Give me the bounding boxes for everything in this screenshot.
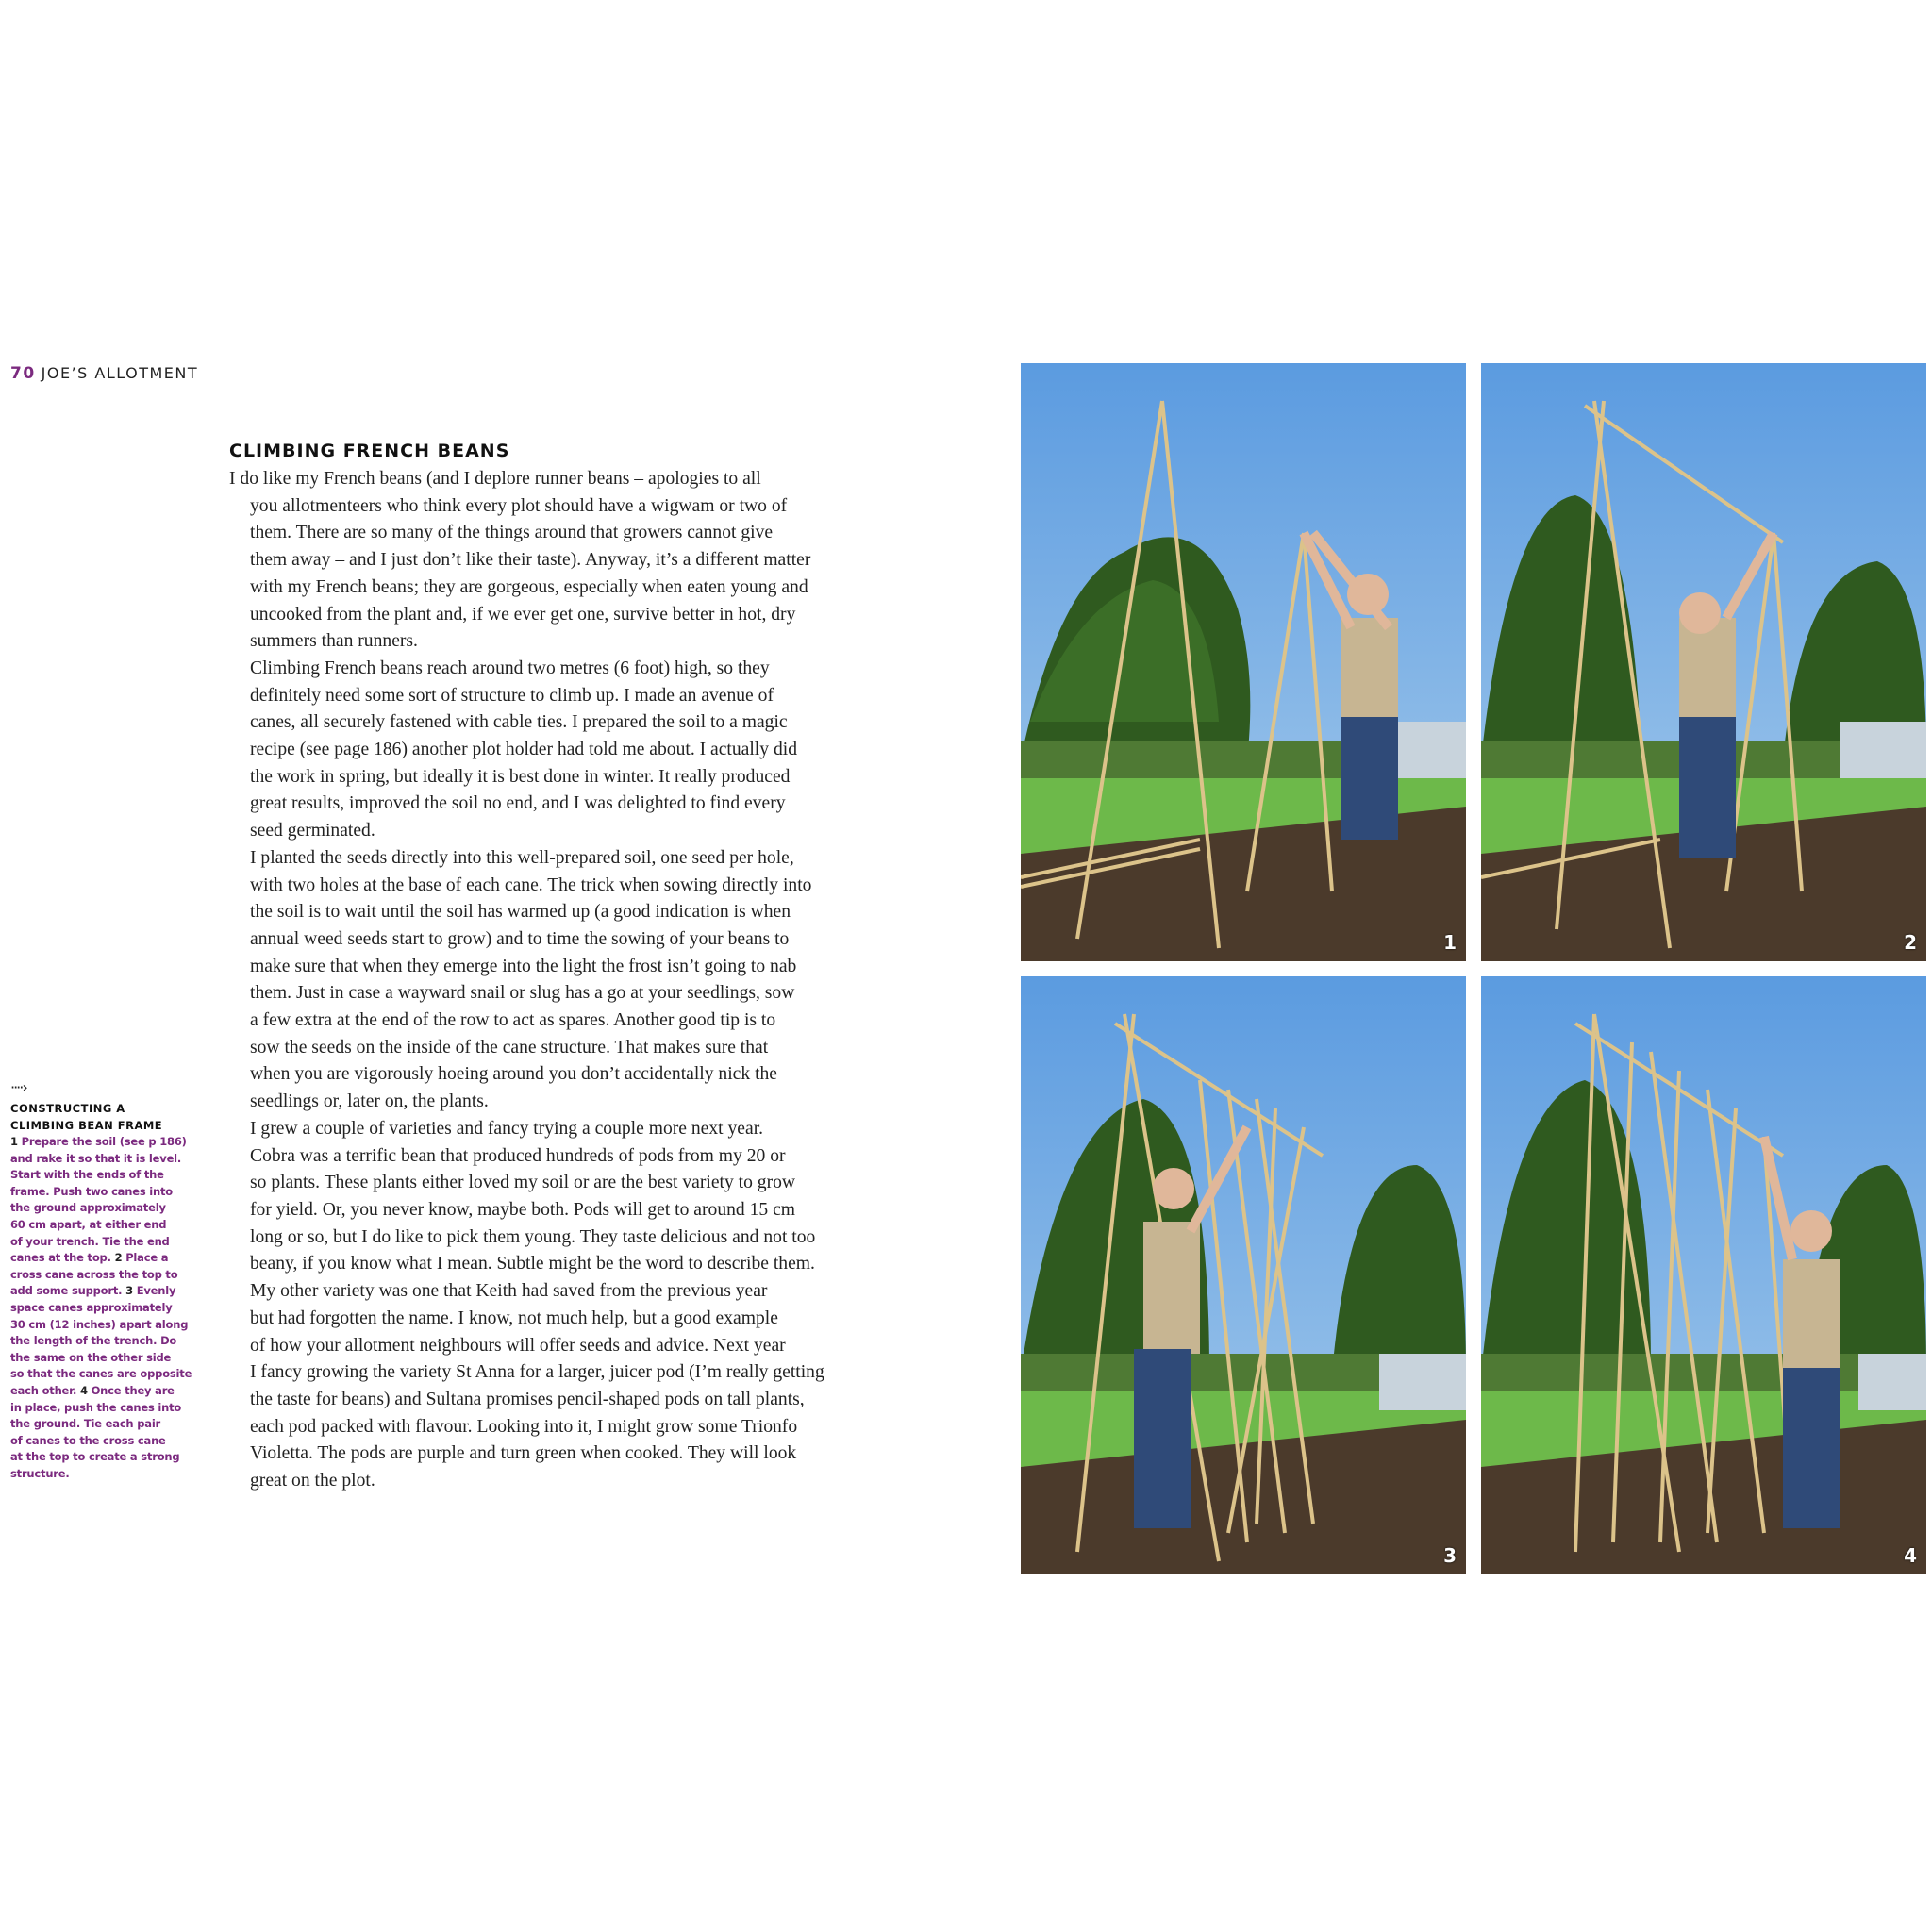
caption-line bbox=[10, 1333, 188, 1350]
article-line: them. There are so many of the things around that growers cannot give bbox=[250, 523, 774, 543]
caption-text: at the top to create a strong bbox=[10, 1450, 180, 1464]
photo-step-1 bbox=[1021, 363, 1466, 961]
article-line: so plants. These plants either loved my soil or are the best variety to grow bbox=[250, 1173, 796, 1193]
photo-step-2 bbox=[1481, 363, 1926, 961]
sidebar-heading-line: CONSTRUCTING A bbox=[10, 1102, 125, 1115]
caption-line bbox=[10, 1250, 188, 1267]
caption-text: the length of the trench. Do bbox=[10, 1334, 177, 1348]
step-number: 2 bbox=[114, 1251, 126, 1265]
article-line: them away – and I just don’t like their taste). Anyway, it’s a different matter bbox=[250, 550, 811, 571]
caption-line bbox=[10, 1400, 188, 1417]
article-line: you allotmenteers who think every plot should have a wigwam or two of bbox=[250, 495, 788, 516]
caption-line bbox=[10, 1466, 188, 1483]
caption-text: Once they are bbox=[91, 1383, 175, 1397]
article-line: Violetta. The pods are purple and turn green when cooked. They will look bbox=[250, 1443, 797, 1464]
caption-text: 60 cm apart, at either end bbox=[10, 1217, 167, 1231]
caption-text: add some support. bbox=[10, 1284, 126, 1298]
article-line: each pod packed with flavour. Looking into it, I might grow some Trionfo bbox=[250, 1416, 798, 1437]
article-line: seedlings or, later on, the plants. bbox=[250, 1091, 489, 1112]
article-line: them. Just in case a wayward snail or slug has a go at your seedlings, sow bbox=[250, 983, 795, 1004]
article-line: long or so, but I do like to pick them young. They taste delicious and not too bbox=[250, 1226, 816, 1247]
sidebar-heading-line: CLIMBING BEAN FRAME bbox=[10, 1118, 163, 1132]
caption-text: Evenly bbox=[136, 1284, 176, 1298]
article-line: great results, improved the soil no end, and I was delighted to find every bbox=[250, 793, 786, 814]
caption-text: Start with the ends of the bbox=[10, 1168, 164, 1182]
sidebar bbox=[10, 1078, 192, 1482]
running-head bbox=[10, 364, 198, 383]
caption-line bbox=[10, 1151, 188, 1168]
article-line: with two holes at the base of each cane. The trick when sowing directly into bbox=[250, 874, 812, 895]
photo-3-image bbox=[1021, 976, 1466, 1574]
caption-text: space canes approximately bbox=[10, 1300, 173, 1314]
caption-text: the ground. Tie each pair bbox=[10, 1417, 161, 1431]
article-line: seed germinated. bbox=[250, 821, 375, 841]
step-number: 1 bbox=[10, 1135, 22, 1148]
caption-text: the ground approximately bbox=[10, 1201, 166, 1215]
article-line: I planted the seeds directly into this well-prepared soil, one seed per hole, bbox=[250, 847, 794, 868]
article-line: recipe (see page 186) another plot holder had told me about. I actually did bbox=[250, 740, 797, 760]
caption-text: of your trench. Tie the end bbox=[10, 1234, 170, 1248]
caption-line bbox=[10, 1200, 188, 1217]
photo-number: 3 bbox=[1443, 1544, 1457, 1567]
article-line: the work in spring, but ideally it is best done in winter. It really produced bbox=[250, 766, 791, 787]
caption-line bbox=[10, 1433, 188, 1450]
article-body bbox=[229, 466, 871, 1495]
article-line: I fancy growing the variety St Anna for a larger, juicer pod (I’m really getting bbox=[250, 1362, 824, 1383]
caption-line bbox=[10, 1350, 188, 1367]
article-line: but had forgotten the name. I know, not much help, but a good example bbox=[250, 1307, 778, 1328]
caption-text: in place, push the canes into bbox=[10, 1400, 182, 1414]
article-line: Climbing French beans reach around two metres (6 foot) high, so they bbox=[250, 658, 770, 678]
page-number: 70 bbox=[10, 364, 36, 383]
caption-text: of canes to the cross cane bbox=[10, 1433, 166, 1447]
caption-line bbox=[10, 1184, 188, 1201]
caption-text: Prepare the soil (see p 186) bbox=[21, 1135, 187, 1148]
caption-line bbox=[10, 1267, 188, 1284]
article-line: Cobra was a terrific bean that produced hundreds of pods from my 20 or bbox=[250, 1145, 786, 1166]
arrow-icon: ····› bbox=[10, 1078, 26, 1096]
article-line: the soil is to wait until the soil has warmed up (a good indication is when bbox=[250, 902, 791, 923]
photo-number: 1 bbox=[1443, 931, 1457, 954]
caption-text: Place a bbox=[125, 1251, 169, 1265]
caption-text: 30 cm (12 inches) apart along bbox=[10, 1317, 189, 1331]
caption-line bbox=[10, 1217, 188, 1234]
caption-line bbox=[10, 1234, 188, 1251]
step-number: 3 bbox=[125, 1284, 137, 1298]
article-line: sow the seeds on the inside of the cane structure. That makes sure that bbox=[250, 1037, 769, 1058]
caption-text: the same on the other side bbox=[10, 1350, 172, 1364]
photo-number: 2 bbox=[1904, 931, 1917, 954]
photo-step-4 bbox=[1481, 976, 1926, 1574]
caption-line bbox=[10, 1300, 188, 1317]
caption-line bbox=[10, 1283, 188, 1300]
photo-step-3 bbox=[1021, 976, 1466, 1574]
article-line: for yield. Or, you never know, maybe both. Pods will get to around 15 cm bbox=[250, 1199, 796, 1220]
article-line: when you are vigorously hoeing around you don’t accidentally nick the bbox=[250, 1064, 778, 1085]
caption-text: and rake it so that it is level. bbox=[10, 1151, 182, 1165]
article-line: canes, all securely fastened with cable ties. I prepared the soil to a magic bbox=[250, 712, 788, 733]
caption-line bbox=[10, 1416, 188, 1433]
article-line: annual weed seeds start to grow) and to time the sowing of your beans to bbox=[250, 928, 790, 949]
article-line: of how your allotment neighbours will offer seeds and advice. Next year bbox=[250, 1335, 786, 1356]
article-line: definitely need some sort of structure to climb up. I made an avenue of bbox=[250, 685, 774, 706]
article-line: My other variety was one that Keith had saved from the previous year bbox=[250, 1281, 768, 1302]
article-heading: CLIMBING FRENCH BEANS bbox=[229, 441, 510, 461]
caption-text: frame. Push two canes into bbox=[10, 1184, 174, 1198]
article-line: uncooked from the plant and, if we ever get one, survive better in hot, dry bbox=[250, 604, 796, 625]
caption-line bbox=[10, 1383, 188, 1400]
article-line: make sure that when they emerge into the light the frost isn’t going to nab bbox=[250, 956, 797, 976]
caption-line bbox=[10, 1449, 188, 1466]
article-line: with my French beans; they are gorgeous, especially when eaten young and bbox=[250, 576, 808, 597]
caption-line bbox=[10, 1366, 192, 1383]
caption-line bbox=[10, 1167, 188, 1184]
step-number: 4 bbox=[79, 1383, 92, 1397]
caption-line bbox=[10, 1317, 188, 1334]
caption-text: structure. bbox=[10, 1466, 70, 1480]
article-line: I grew a couple of varieties and fancy trying a couple more next year. bbox=[250, 1118, 764, 1139]
caption-text: so that the canes are opposite bbox=[10, 1367, 192, 1381]
photo-1-image bbox=[1021, 363, 1466, 961]
article-line: summers than runners. bbox=[250, 631, 418, 652]
caption-text: canes at the top. bbox=[10, 1251, 115, 1265]
article-line: beany, if you know what I mean. Subtle might be the word to describe them. bbox=[250, 1254, 815, 1274]
article-line: I do like my French beans (and I deplore runner beans – apologies to all bbox=[229, 469, 761, 489]
photo-number: 4 bbox=[1904, 1544, 1917, 1567]
photo-2-image bbox=[1481, 363, 1926, 961]
sidebar-caption bbox=[10, 1134, 192, 1482]
caption-text: cross cane across the top to bbox=[10, 1267, 178, 1281]
article-line: the taste for beans) and Sultana promises pencil-shaped pods on tall plants, bbox=[250, 1389, 805, 1409]
article bbox=[229, 441, 871, 1495]
article-line: a few extra at the end of the row to act as spares. Another good tip is to bbox=[250, 1010, 776, 1031]
caption-line bbox=[10, 1134, 188, 1151]
photo-4-image bbox=[1481, 976, 1926, 1574]
running-head-title: JOE’S ALLOTMENT bbox=[41, 364, 199, 382]
caption-text: each other. bbox=[10, 1383, 80, 1397]
article-line: great on the plot. bbox=[250, 1471, 375, 1491]
